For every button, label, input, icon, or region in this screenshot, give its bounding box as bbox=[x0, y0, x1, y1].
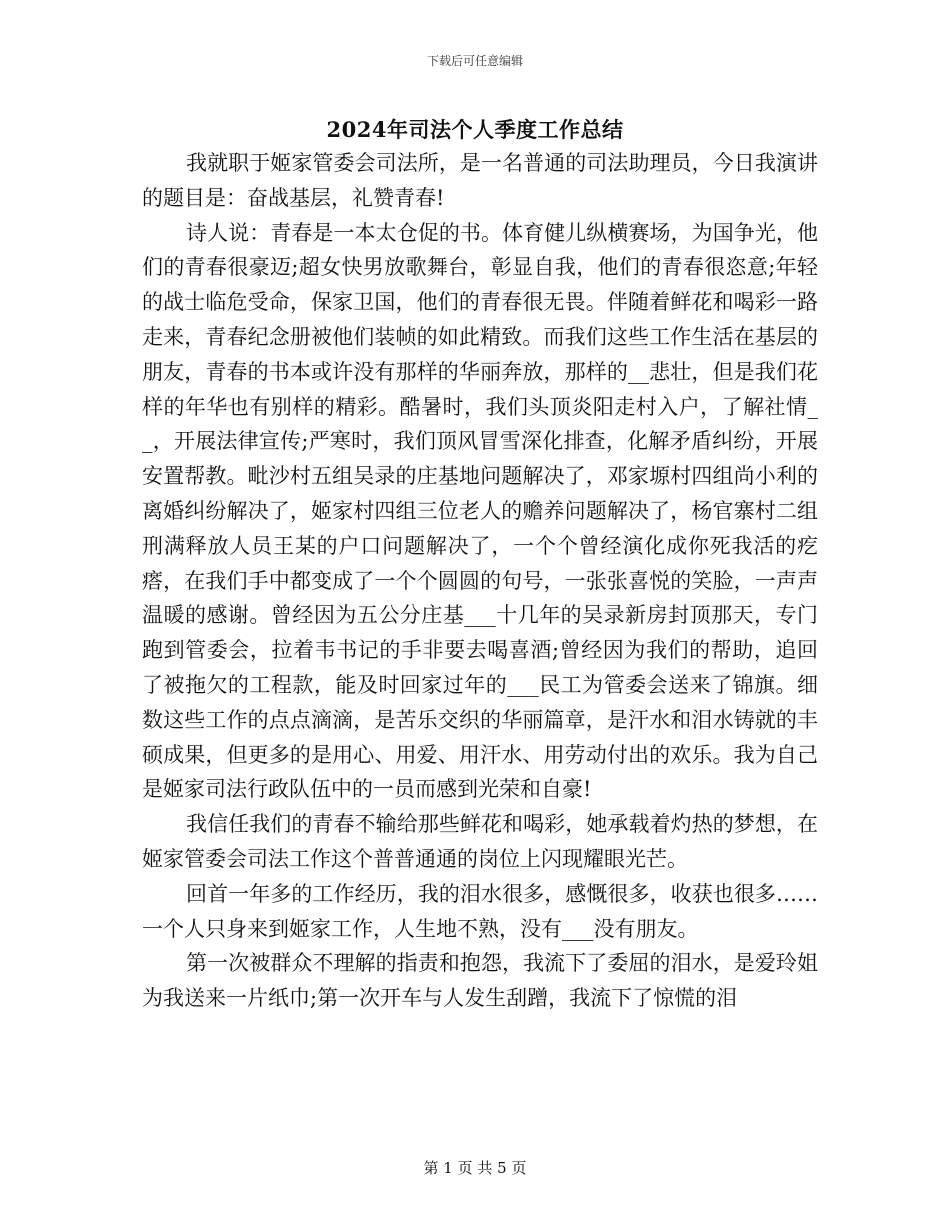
page-number: 第 1 页 共 5 页 bbox=[423, 1159, 527, 1177]
paragraph-first-time: 第一次被群众不理解的指责和抱怨，我流下了委屈的泪水，是爱玲姐为我送来一片纸巾;第一次开车与人发生刮蹭，我流下了惊慌的泪 bbox=[142, 951, 818, 1011]
document-title: 2024年司法个人季度工作总结 bbox=[326, 117, 624, 142]
document-body bbox=[142, 146, 818, 1016]
paragraph-intro: 我就职于姬家管委会司法所，是一名普通的司法助理员，今日我演讲的题目是：奋战基层，礼赞青春! bbox=[142, 151, 818, 210]
page-header: 下载后可任意编辑 bbox=[426, 54, 523, 68]
paragraph-youth: 诗人说：青春是一本太仓促的书。体育健儿纵横赛场，为国争光，他们的青春很豪迈;超女快男放歌舞台，彰显自我，他们的青春很恣意;年轻的战士临危受命，保家卫国，他们的青春很无畏。伴随着鲜花和喝彩一路走来，青春纪念册被他们装帧的如此精致。而我们这些工作生活在基层的朋友，青春的书本或许没有那样的华丽奔放，那样的__悲壮，但是我们花样的年华也有别样的精彩。酷暑时，我们头顶炎阳走村入户，了解社情__，开展法律宣传;严寒时，我们顶风冒雪深化排查，化解矛盾纠纷，开展安置帮教。毗沙村五组吴录的庄基地问题解决了，邓家塬村四组尚小利的离婚纠纷解决了，姬家村四组三位老人的赡养问题解决了，杨官寨村二组刑满释放人员王某的户口问题解决了，一个个曾经演化成你死我活的疙瘩，在我们手中都变成了一个个圆圆的句号，一张张喜悦的笑脸，一声声温暖的感谢。曾经因为五公分庄基___十几年的吴录新房封顶那天，专门跑到管委会，拉着韦书记的手非要去喝喜酒;曾经因为我们的帮助，追回了被拖欠的工程款，能及时回家过年的___民工为管委会送来了锦旗。细数这些工作的点点滴滴，是苦乐交织的华丽篇章，是汗水和泪水铸就的丰硕成果，但更多的是用心、用爱、用汗水、用劳动付出的欢乐。我为自己是姬家司法行政队伍中的一员而感到光荣和自豪! bbox=[142, 220, 818, 802]
paragraph-belief: 我信任我们的青春不输给那些鲜花和喝彩，她承载着灼热的梦想，在姬家管委会司法工作这个普普通通的岗位上闪现耀眼光芒。 bbox=[142, 812, 818, 871]
paragraph-retrospect: 回首一年多的工作经历，我的泪水很多，感慨很多，收获也很多……一个人只身来到姬家工作，人生地不熟，没有___没有朋友。 bbox=[142, 881, 818, 941]
